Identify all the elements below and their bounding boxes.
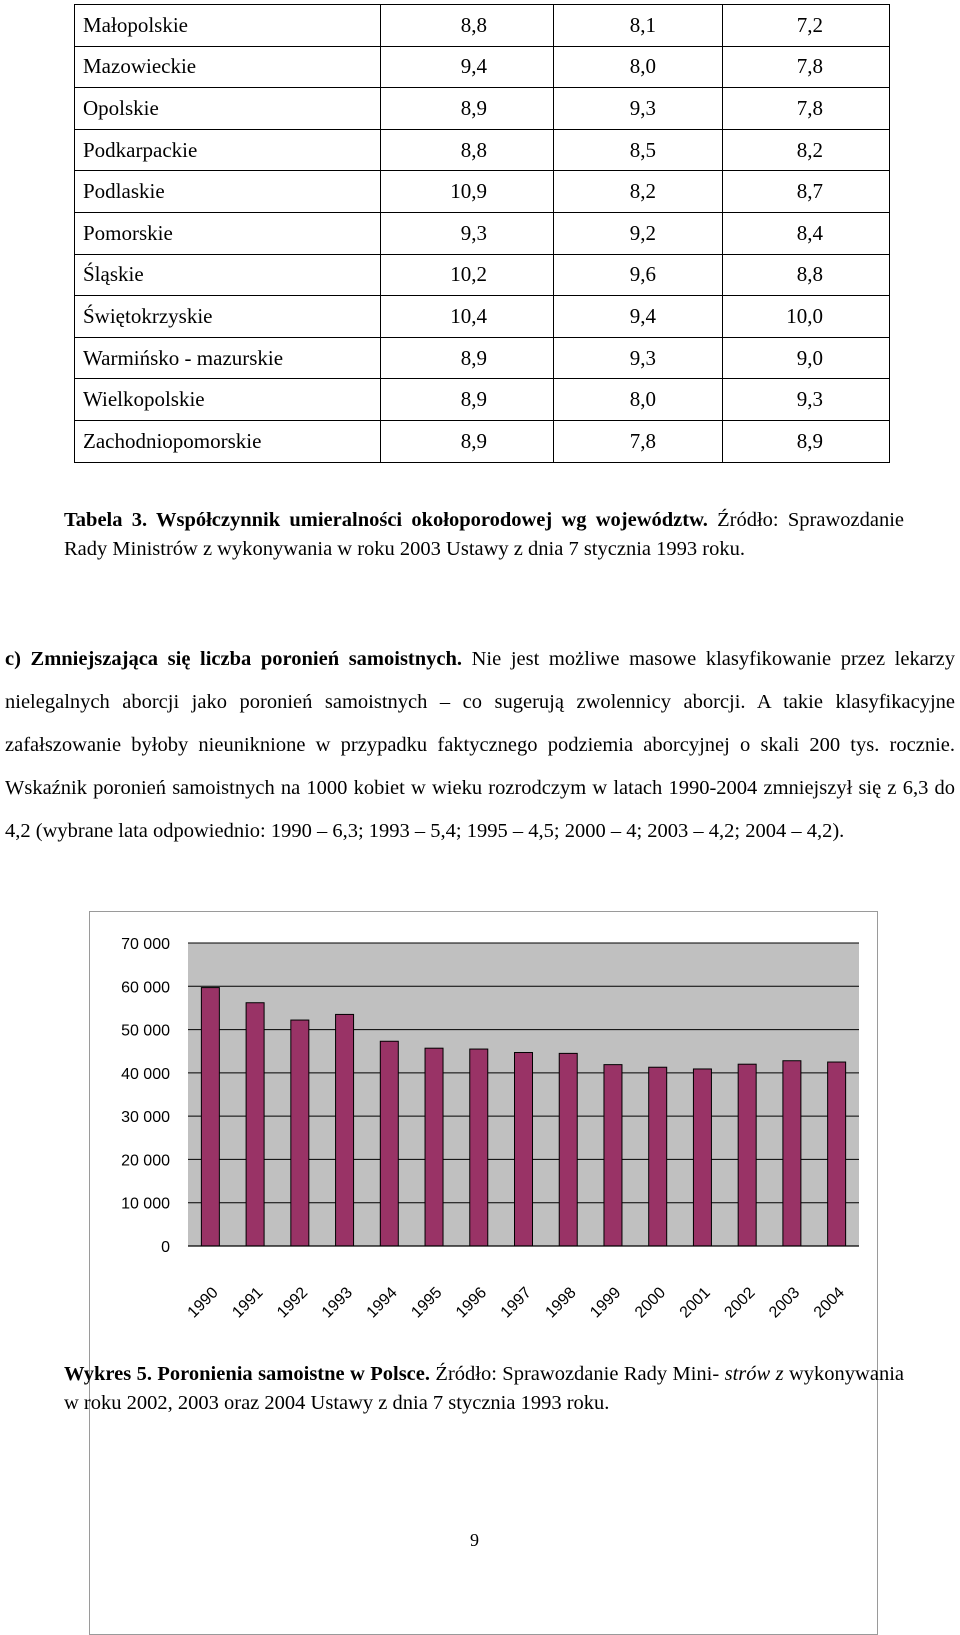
bar [649, 1067, 667, 1246]
x-tick-label: 1994 [363, 1284, 401, 1322]
chart-caption [64, 1360, 904, 1418]
bar [738, 1064, 756, 1246]
y-tick-label: 20 000 [121, 1152, 170, 1170]
x-tick-label: 1993 [318, 1284, 356, 1322]
y-tick-label: 30 000 [121, 1109, 170, 1127]
table-row [75, 5, 890, 47]
bar [783, 1061, 801, 1246]
bar [291, 1020, 309, 1246]
region-name-cell: Małopolskie [75, 5, 381, 47]
value-cell: 9,4 [381, 46, 554, 88]
bar [246, 1003, 264, 1246]
value-cell: 9,3 [723, 379, 890, 421]
value-cell: 8,9 [381, 379, 554, 421]
value-cell: 8,1 [554, 5, 723, 47]
bar [470, 1049, 488, 1246]
bar [693, 1069, 711, 1246]
bar [515, 1053, 533, 1246]
region-name-cell: Wielkopolskie [75, 379, 381, 421]
section-c-paragraph [5, 638, 955, 853]
x-tick-label: 2004 [810, 1284, 849, 1322]
bar [604, 1065, 622, 1246]
value-cell: 8,7 [723, 171, 890, 213]
section-c-heading: c) Zmniejszająca się liczba poronień samoistnych. [5, 648, 463, 670]
x-tick-label: 1995 [408, 1284, 446, 1322]
value-cell: 7,8 [723, 88, 890, 130]
value-cell: 8,2 [723, 129, 890, 171]
y-tick-label: 60 000 [121, 979, 170, 997]
value-cell: 10,4 [381, 296, 554, 338]
value-cell: 7,8 [723, 46, 890, 88]
region-name-cell: Opolskie [75, 88, 381, 130]
value-cell: 9,6 [554, 254, 723, 296]
table-caption [64, 506, 904, 564]
value-cell: 8,5 [554, 129, 723, 171]
bar [380, 1041, 398, 1246]
value-cell: 8,8 [381, 5, 554, 47]
value-cell: 9,3 [554, 337, 723, 379]
page-number: 9 [470, 1530, 479, 1550]
table-row [75, 129, 890, 171]
table-row [75, 88, 890, 130]
table-row [75, 337, 890, 379]
value-cell: 8,8 [723, 254, 890, 296]
value-cell: 9,3 [381, 212, 554, 254]
value-cell: 7,8 [554, 420, 723, 462]
bar [559, 1053, 577, 1246]
x-tick-label: 2002 [721, 1284, 759, 1322]
miscarriage-bar-chart [89, 911, 878, 1635]
value-cell: 9,4 [554, 296, 723, 338]
table-caption-label: Tabela 3. Współczynnik umieralności okołoporodowej wg województw. [64, 509, 708, 531]
y-tick-label: 10 000 [121, 1195, 170, 1213]
table-caption-source: Źródło: Sprawozdanie Rady Ministrów z wykonywania w roku 2003 Ustawy z dnia 7 stycznia 1993 roku. [64, 509, 904, 560]
y-tick-label: 50 000 [121, 1022, 170, 1040]
value-cell: 7,2 [723, 5, 890, 47]
chart-caption-source-b: wykonywania w roku 2002, 2003 oraz 2004 Ustawy z dnia 7 stycznia 1993 roku. [64, 1363, 904, 1414]
chart-caption-source-a: Źródło: Sprawozdanie Rady Mini- [430, 1363, 720, 1385]
value-cell: 9,2 [554, 212, 723, 254]
table-row [75, 379, 890, 421]
region-name-cell: Podkarpackie [75, 129, 381, 171]
value-cell: 8,8 [381, 129, 554, 171]
region-name-cell: Śląskie [75, 254, 381, 296]
value-cell: 8,9 [723, 420, 890, 462]
region-name-cell: Podlaskie [75, 171, 381, 213]
chart-caption-italic: strów z [724, 1363, 784, 1385]
region-name-cell: Pomorskie [75, 212, 381, 254]
value-cell: 8,0 [554, 46, 723, 88]
bar [201, 988, 219, 1246]
value-cell: 9,0 [723, 337, 890, 379]
x-tick-label: 1991 [229, 1284, 267, 1322]
y-tick-label: 40 000 [121, 1065, 170, 1083]
table-row [75, 296, 890, 338]
bar [336, 1014, 354, 1246]
x-tick-label: 1990 [184, 1284, 222, 1322]
value-cell: 8,2 [554, 171, 723, 213]
region-name-cell: Warmińsko - mazurskie [75, 337, 381, 379]
x-tick-label: 1998 [542, 1284, 580, 1322]
y-tick-label: 0 [161, 1239, 170, 1256]
x-tick-label: 1997 [497, 1284, 535, 1322]
x-tick-label: 1996 [452, 1284, 491, 1322]
value-cell: 10,2 [381, 254, 554, 296]
bar [828, 1062, 846, 1246]
x-tick-label: 2001 [676, 1284, 714, 1322]
x-tick-label: 2000 [631, 1284, 670, 1322]
y-tick-label: 70 000 [121, 936, 170, 953]
value-cell: 10,0 [723, 296, 890, 338]
value-cell: 8,0 [554, 379, 723, 421]
x-tick-label: 1999 [587, 1284, 625, 1322]
x-tick-label: 2003 [766, 1284, 804, 1322]
region-name-cell: Mazowieckie [75, 46, 381, 88]
value-cell: 8,4 [723, 212, 890, 254]
region-name-cell: Świętokrzyskie [75, 296, 381, 338]
value-cell: 8,9 [381, 88, 554, 130]
table-row [75, 212, 890, 254]
x-tick-label: 1992 [274, 1284, 312, 1322]
region-name-cell: Zachodniopomorskie [75, 420, 381, 462]
table-row [75, 254, 890, 296]
table-row [75, 46, 890, 88]
section-c-text: Nie jest możliwe masowe klasyfikowanie przez lekarzy nielegalnych aborcji jako poronień samoistnych – co sugerują zwolennicy aborcji. A takie klasyfikacyjne zafałszowanie byłoby nieuniknione w przypadku faktycznego podziemia aborcyjnej o skali 200 tys. rocznie. Wskaźnik poronień samoistnych na 1000 kobiet w wieku rozrodczym w latach 1990-2004 zmniejszył się z 6,3 do 4,2 (wybrane lata odpowiednio: 1990 – 6,3; 1993 – 5,4; 1995 – 4,5; 2000 – 4; 2003 – 4,2; 2004 – 4,2). [5, 648, 955, 842]
bar [425, 1048, 443, 1246]
value-cell: 10,9 [381, 171, 554, 213]
table-row [75, 420, 890, 462]
voivodeship-table [74, 4, 890, 463]
value-cell: 8,9 [381, 420, 554, 462]
chart-caption-label: Wykres 5. Poronienia samoistne w Polsce. [64, 1363, 431, 1385]
table-row [75, 171, 890, 213]
value-cell: 8,9 [381, 337, 554, 379]
value-cell: 9,3 [554, 88, 723, 130]
